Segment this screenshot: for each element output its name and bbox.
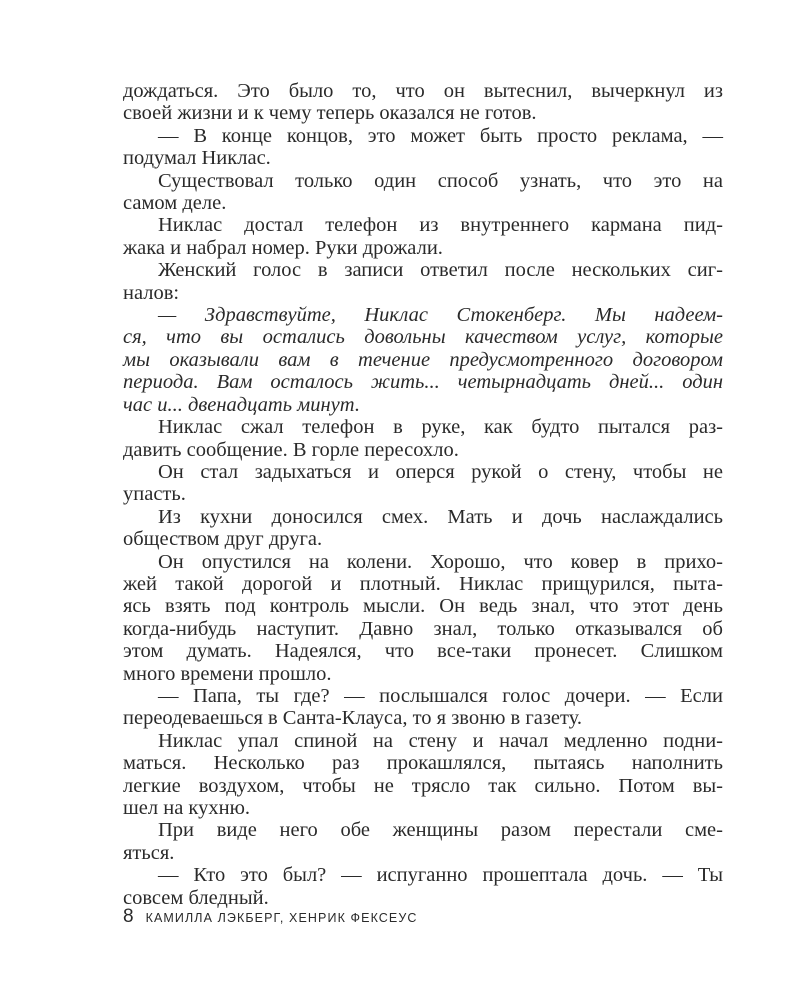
paragraph [123, 551, 723, 685]
text-line: — Папа, ты где? — послышался голос дочери. — Если [158, 684, 723, 707]
paragraph [123, 461, 723, 506]
page-number: 8 [123, 906, 134, 927]
text-line: давить сообщение. В горле пересохло. [123, 438, 459, 461]
text-line: — В конце концов, это может быть просто реклама, — [158, 124, 723, 147]
text-line: ся, что вы остались довольны качеством услуг, которые [123, 326, 723, 349]
text-line: При виде него обе женщины разом перестали сме- [158, 819, 723, 842]
text-line: жей такой дорогой и плотный. Никлас прищурился, пыта- [123, 572, 723, 595]
text-line: переодеваешься в Санта-Клауса, то я звоню в газету. [123, 707, 583, 730]
paragraph [123, 506, 723, 551]
text-line: совсем бледный. [123, 886, 269, 909]
paragraph [123, 214, 723, 259]
text-line: жака и набрал номер. Руки дрожали. [123, 236, 443, 259]
text-line: Он стал задыхаться и оперся рукой о стену, чтобы не [158, 460, 723, 483]
paragraph [123, 864, 723, 909]
paragraph [123, 819, 723, 864]
text-line: много времени прошло. [123, 662, 332, 685]
text-line: периода. Вам осталось жить... четырнадцать дней... один [123, 371, 723, 394]
text-line: дождаться. Это было то, что он вытеснил, вычеркнул из [123, 80, 723, 102]
text-line: ясь взять под контроль мысли. Он ведь знал, что этот день [123, 595, 723, 618]
text-line: Существовал только один способ узнать, что это на [158, 169, 723, 192]
text-line: упасть. [123, 483, 186, 506]
paragraph [123, 125, 723, 170]
text-line: подумал Никлас. [123, 147, 271, 170]
text-line: Из кухни доносился смех. Мать и дочь наслаждались [158, 505, 723, 528]
paragraph [123, 80, 723, 125]
text-line: час и... двенадцать минут. [123, 393, 360, 416]
text-line: этом думать. Надеялся, что все-таки пронесет. Слишком [123, 640, 723, 663]
text-line: — Кто это был? — испуганно прошептала дочь. — Ты [158, 864, 723, 887]
paragraph [123, 416, 723, 461]
page-footer [123, 906, 723, 928]
running-head: КАМИЛЛА ЛЭКБЕРГ, ХЕНРИК ФЕКСЕУС [145, 911, 418, 925]
text-line: легкие воздухом, чтобы не трясло так сильно. Потом вы- [123, 774, 723, 797]
text-line: маться. Несколько раз прокашлялся, пытаясь наполнить [123, 752, 723, 775]
text-line: Никлас достал телефон из внутреннего кармана пид- [158, 214, 723, 237]
text-line: налов: [123, 281, 180, 304]
voicemail-message [123, 304, 723, 416]
text-line: — Здравствуйте, Никлас Стокенберг. Мы надеем- [158, 304, 723, 327]
paragraph [123, 730, 723, 820]
text-line: обществом друг друга. [123, 528, 323, 551]
text-line: шел на кухню. [123, 797, 251, 819]
text-line: Он опустился на колени. Хорошо, что ковер в прихо- [158, 550, 723, 573]
page-body [123, 80, 723, 909]
paragraph [123, 170, 723, 215]
text-line: Никлас сжал телефон в руке, как будто пытался раз- [158, 416, 723, 439]
paragraph [123, 685, 723, 730]
text-line: своей жизни и к чему теперь оказался не готов. [123, 102, 537, 125]
text-line: Женский голос в записи ответил после нескольких сиг- [158, 259, 723, 282]
text-line: когда-нибудь наступит. Давно знал, только отказывался об [123, 617, 723, 640]
text-line: яться. [123, 841, 175, 864]
text-line: самом деле. [123, 192, 227, 215]
paragraph [123, 259, 723, 304]
text-line: Никлас упал спиной на стену и начал медленно подни- [158, 729, 723, 752]
text-line: мы оказывали вам в течение предусмотренного договором [123, 348, 723, 371]
